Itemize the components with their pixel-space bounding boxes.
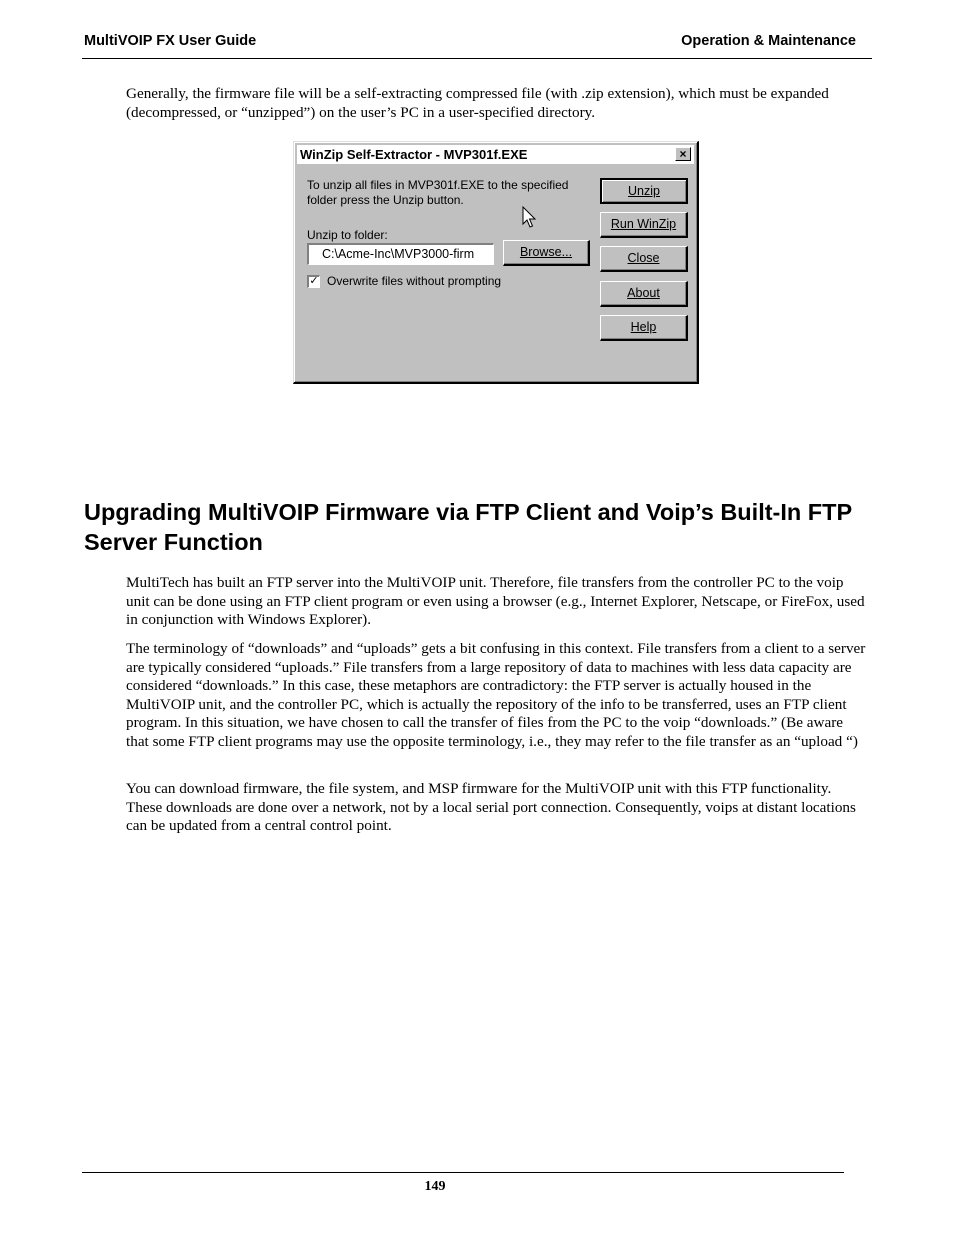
header-section: Operation & Maintenance: [681, 33, 856, 49]
body-paragraph: MultiTech has built an FTP server into the MultiVOIP unit. Therefore, file transfers from the controller PC to the voip unit can be done using an FTP client program or even using a browser (e.g., Internet Explorer, Netscape, or FireFox, used in conjunction with Windows Explorer).: [126, 574, 865, 629]
intro-paragraph: Generally, the firmware file will be a self-extracting compressed file (with .zip extension), which must be expanded (decompressed, or “unzipped”) on the user’s PC in a user-specified directory.: [126, 85, 829, 121]
unzip-button[interactable]: Unzip: [600, 178, 688, 204]
overwrite-checkbox[interactable]: ✓: [307, 275, 320, 288]
footer-rule: [82, 1172, 844, 1173]
header-title: MultiVOIP FX User Guide: [84, 33, 257, 49]
mouse-pointer-icon: [522, 206, 538, 230]
section-heading: Upgrading MultiVOIP Firmware via FTP Client and Voip’s Built-In FTP Server Function: [84, 499, 852, 555]
page-number: 149: [424, 1179, 446, 1194]
help-button[interactable]: Help: [600, 315, 688, 341]
browse-button[interactable]: Browse...: [503, 240, 590, 266]
folder-input[interactable]: C:\Acme-Inc\MVP3000-firm: [307, 243, 494, 265]
dialog-titlebar: [297, 145, 694, 165]
run-winzip-button[interactable]: Run WinZip: [600, 212, 688, 238]
body-paragraph: The terminology of “downloads” and “uploads” gets a bit confusing in this context. File transfers from a client to a server are typically considered “uploads.” File transfers from a large repository of data to machines with less data capacity are considered “downloads.” In this case, these metaphors are contradictory: the FTP server is actually housed in the MultiVOIP unit, and the controller PC, which is actually the repository of the info to be transferred, uses an FTP client program. In this situation, we have chosen to call the transfer of files from the PC to the voip “downloads.” (Be aware that some FTP client programs may use the opposite terminology, i.e., they may refer to the file transfer as an “upload “): [126, 640, 866, 750]
folder-label: Unzip to folder:: [307, 228, 388, 242]
close-icon[interactable]: ×: [675, 147, 691, 161]
close-button[interactable]: Close: [600, 246, 688, 272]
dialog-message: To unzip all files in MVP301f.EXE to the specified folder press the Unzip button.: [307, 178, 569, 207]
body-paragraph: You can download firmware, the file system, and MSP firmware for the MultiVOIP unit with this FTP functionality. These downloads are done over a network, not by a local serial port connection. Consequently, voips at distant locations can be updated from a central control point.: [126, 780, 856, 835]
dialog-title: WinZip Self-Extractor - MVP301f.EXE: [300, 147, 528, 162]
winzip-dialog: [293, 141, 699, 384]
header-rule: [82, 58, 872, 59]
overwrite-label: Overwrite files without prompting: [327, 274, 502, 288]
about-button[interactable]: About: [600, 281, 688, 307]
